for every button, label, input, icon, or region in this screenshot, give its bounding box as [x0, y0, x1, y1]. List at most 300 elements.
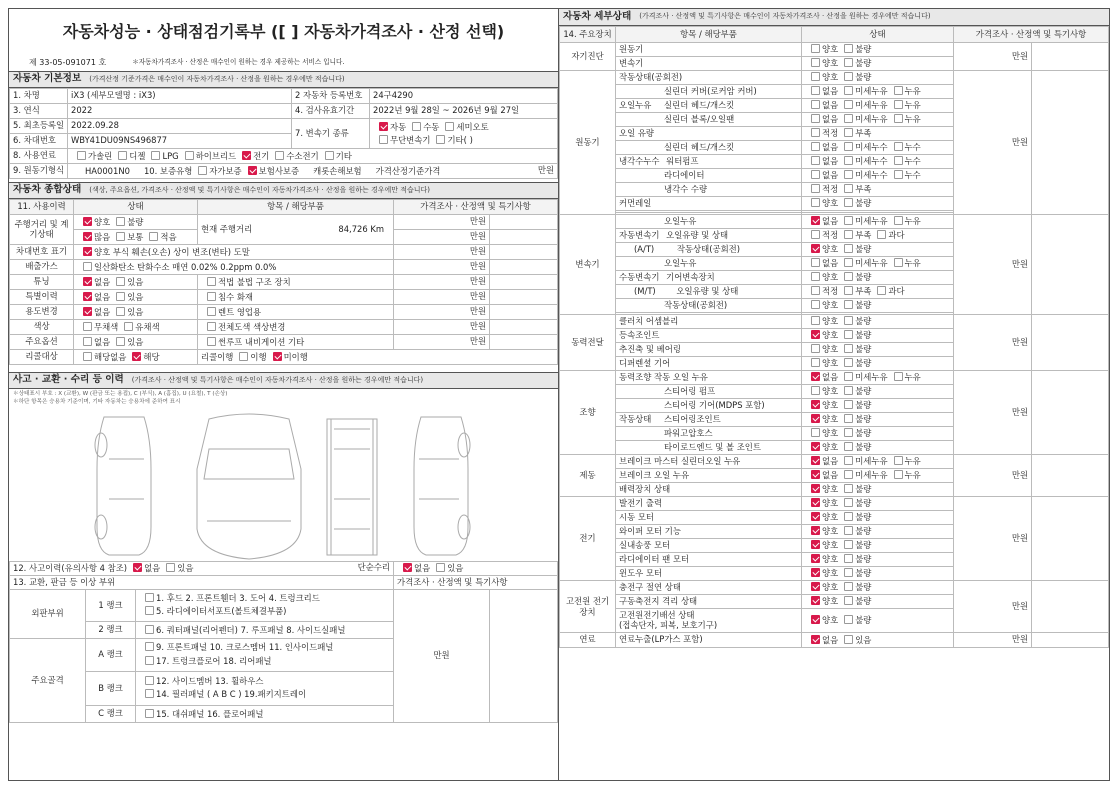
checkbox[interactable]	[436, 135, 445, 144]
checkbox[interactable]	[844, 484, 853, 493]
rank2-parts	[136, 621, 394, 638]
accident-history	[10, 561, 394, 575]
checkbox[interactable]	[844, 442, 853, 451]
detail-table	[559, 26, 1109, 648]
checkbox[interactable]	[844, 554, 853, 563]
col-header: 가격조사 · 산정액 및 특기사항	[394, 200, 558, 215]
parts	[198, 320, 394, 335]
detail-cell: 변속기	[616, 57, 802, 71]
detail-cell: 파워고압호스	[616, 427, 802, 441]
checkbox[interactable]	[894, 100, 903, 109]
checkbox[interactable]	[151, 151, 160, 160]
checkbox[interactable]	[207, 292, 216, 301]
won-unit: 만원	[394, 589, 490, 722]
simple-repair	[394, 561, 558, 575]
opt: 있음	[127, 291, 144, 302]
label-row: 튜닝	[10, 275, 74, 290]
checkbox[interactable]	[811, 128, 820, 137]
parts: 1. 후드 2. 프론트휀더 3. 도어 4. 트렁크리드	[156, 592, 320, 603]
checkbox[interactable]	[83, 247, 92, 256]
checkbox[interactable]	[811, 156, 820, 165]
checkbox[interactable]	[116, 217, 125, 226]
checkbox[interactable]	[844, 568, 853, 577]
detail-cell: 없음 미세누유 누유	[802, 215, 954, 229]
checkbox[interactable]	[811, 58, 820, 67]
checkbox[interactable]	[811, 400, 820, 409]
checkbox[interactable]	[811, 540, 820, 549]
checkbox[interactable]	[83, 337, 92, 346]
detail-cell: 양호 불량	[802, 357, 954, 371]
checkbox[interactable]	[844, 184, 853, 193]
checkbox[interactable]	[207, 307, 216, 316]
checkbox[interactable]	[894, 470, 903, 479]
opt: 디젤	[129, 150, 146, 161]
checkbox[interactable]	[844, 100, 853, 109]
checkbox[interactable]	[844, 86, 853, 95]
checkbox[interactable]	[811, 615, 820, 624]
won-unit: 만원	[537, 164, 554, 175]
detail-cell: 적정 부족	[802, 127, 954, 141]
status	[74, 290, 198, 305]
checkbox[interactable]	[83, 262, 92, 271]
recall-status	[74, 350, 198, 365]
checkbox[interactable]	[811, 300, 820, 309]
checkbox[interactable]	[811, 198, 820, 207]
opt-text: 전체도색 색상변경	[218, 321, 286, 332]
checkbox[interactable]	[811, 170, 820, 179]
checkbox[interactable]	[811, 554, 820, 563]
detail-cell: 자기진단	[560, 43, 616, 71]
detail-cell: 배력장치 상태	[616, 483, 802, 497]
detail-heading-text: 자동차 세부상태	[563, 10, 632, 22]
detail-cell: 만원	[954, 43, 1032, 71]
basic-info-table	[9, 88, 558, 179]
detail-cell: 없음 미세누유 누유	[802, 455, 954, 469]
checkbox[interactable]	[811, 100, 820, 109]
label-mileage: 주행거리 및 계기상태	[10, 215, 74, 245]
rankc-parts	[136, 705, 394, 722]
detail-cell: 양호 불량	[802, 553, 954, 567]
checkbox[interactable]	[198, 166, 207, 175]
checkbox[interactable]	[811, 230, 820, 239]
checkbox[interactable]	[844, 156, 853, 165]
checkbox[interactable]	[116, 337, 125, 346]
detail-cell: 동력조향 작동 오일 누유	[616, 371, 802, 385]
checkbox[interactable]	[877, 286, 886, 295]
checkbox[interactable]	[83, 292, 92, 301]
detail-cell: 없음 미세누유 누유	[802, 469, 954, 483]
opt-text: 렌트 영업용	[218, 306, 262, 317]
checkbox[interactable]	[844, 244, 853, 253]
rank: 2 랭크	[86, 621, 136, 638]
detail-cell: 작동상태 스티어링조인트	[616, 413, 802, 427]
checkbox[interactable]	[811, 386, 820, 395]
detail-cell: 양호 불량	[802, 71, 954, 85]
won-unit: 만원	[394, 320, 490, 335]
checkbox[interactable]	[894, 156, 903, 165]
detail-cell: 냉각수 수량	[616, 183, 802, 197]
checkbox[interactable]	[844, 300, 853, 309]
checkbox[interactable]	[844, 198, 853, 207]
detail-cell: 실린더 커버(로커암 커버)	[616, 85, 802, 99]
checkbox[interactable]	[811, 372, 820, 381]
first-reg: 2022.09.28	[68, 119, 292, 134]
checkbox[interactable]	[894, 142, 903, 151]
checkbox[interactable]	[145, 709, 154, 718]
detail-heading	[559, 9, 1109, 26]
detail-cell: 실린더 블록/오일팬	[616, 113, 802, 127]
label-exch-price: 가격조사 · 산정액 및 특기사항	[394, 575, 558, 589]
detail-cell: 수동변속기 기어변속장치	[616, 271, 802, 285]
label-vin: 6. 차대번호	[10, 134, 68, 149]
checkbox[interactable]	[811, 568, 820, 577]
detail-cell: 없음 미세누유 누유	[802, 99, 954, 113]
summary-heading-text: 자동차 종합상태	[13, 184, 82, 196]
checkbox[interactable]	[207, 337, 216, 346]
opt: 해당	[143, 351, 160, 362]
checkbox[interactable]	[116, 292, 125, 301]
checkbox[interactable]	[877, 230, 886, 239]
checkbox[interactable]	[811, 344, 820, 353]
checkbox[interactable]	[207, 322, 216, 331]
label-recall-exec: 리콜이행	[201, 351, 234, 362]
checkbox[interactable]	[239, 352, 248, 361]
rank: 1 랭크	[86, 589, 136, 621]
won-unit: 만원	[394, 335, 490, 350]
checkbox[interactable]	[894, 372, 903, 381]
checkbox[interactable]	[132, 352, 141, 361]
summary-heading	[9, 182, 558, 199]
opt: 없음	[94, 291, 111, 302]
detail-cell: 양호 불량	[802, 609, 954, 633]
opt: 자동	[390, 121, 407, 132]
parts	[198, 275, 394, 290]
label-insp: 4. 검사유효기간	[292, 104, 370, 119]
detail-cell	[1032, 371, 1109, 455]
checkbox[interactable]	[145, 642, 154, 651]
rank: C 랭크	[86, 705, 136, 722]
checkbox[interactable]	[844, 582, 853, 591]
opt: 없음	[414, 563, 431, 574]
checkbox[interactable]	[894, 170, 903, 179]
detail-cell: 양호 불량	[802, 413, 954, 427]
checkbox[interactable]	[844, 470, 853, 479]
checkbox[interactable]	[83, 277, 92, 286]
fuel-options	[68, 149, 558, 164]
detail-cell	[1032, 71, 1109, 215]
parts: 12. 사이드멤버 13. 휠하우스	[156, 675, 264, 686]
checkbox[interactable]	[844, 386, 853, 395]
checkbox[interactable]	[844, 114, 853, 123]
checkbox[interactable]	[133, 563, 142, 572]
detail-cell: 작동상태(공회전)	[616, 71, 802, 85]
checkbox[interactable]	[166, 563, 175, 572]
checkbox[interactable]	[844, 540, 853, 549]
checkbox[interactable]	[811, 484, 820, 493]
label-outer: 외판부위	[10, 589, 86, 638]
checkbox[interactable]	[412, 122, 421, 131]
checkbox[interactable]	[445, 122, 454, 131]
detail-cell: 양호 불량	[802, 271, 954, 285]
checkbox[interactable]	[844, 498, 853, 507]
checkbox[interactable]	[83, 307, 92, 316]
parts	[198, 290, 394, 305]
checkbox[interactable]	[844, 330, 853, 339]
insp-period: 2022년 9월 28일 ~ 2026년 9월 27일	[370, 104, 558, 119]
year: 2022	[68, 104, 292, 119]
checkbox[interactable]	[811, 330, 820, 339]
checkbox[interactable]	[325, 151, 334, 160]
detail-cell: 연료	[560, 633, 616, 648]
detail-cell: 조향	[560, 371, 616, 455]
status	[74, 275, 198, 290]
right-page	[559, 9, 1109, 780]
label-car-name: 1. 차명	[10, 89, 68, 104]
rank: B 랭크	[86, 671, 136, 705]
checkbox[interactable]	[379, 122, 388, 131]
detail-cell	[1032, 455, 1109, 497]
checkbox[interactable]	[77, 151, 86, 160]
checkbox[interactable]	[844, 358, 853, 367]
checkbox[interactable]	[844, 512, 853, 521]
detail-heading-note: (가격조사 · 산정액 및 특기사항은 매수인이 자동차가격조사 · 산정을 원하는 경우에만 적습니다)	[639, 12, 931, 21]
detail-cell: (A/T) 작동상태(공회전)	[616, 243, 802, 257]
checkbox[interactable]	[145, 625, 154, 634]
detail-cell: 적정 부족 과다	[802, 285, 954, 299]
checkbox[interactable]	[124, 322, 133, 331]
checkbox[interactable]	[145, 676, 154, 685]
checkbox[interactable]	[116, 277, 125, 286]
checkbox[interactable]	[811, 86, 820, 95]
checkbox[interactable]	[811, 286, 820, 295]
checkbox[interactable]	[145, 606, 154, 615]
detail-cell: 없음 미세누수 누수	[802, 141, 954, 155]
detail-cell: 와이퍼 모터 기능	[616, 525, 802, 539]
checkbox[interactable]	[844, 258, 853, 267]
detail-cell: 라디에이터 팬 모터	[616, 553, 802, 567]
checkbox[interactable]	[83, 352, 92, 361]
col-header: 항목 / 해당부품	[198, 200, 394, 215]
checkbox[interactable]	[894, 114, 903, 123]
opt: 양호	[94, 216, 111, 227]
checkbox[interactable]	[149, 232, 158, 241]
opt: 세미오토	[456, 121, 489, 132]
detail-cell: 제동	[560, 455, 616, 497]
checkbox[interactable]	[811, 596, 820, 605]
detail-cell: 추진축 및 베어링	[616, 343, 802, 357]
detail-cell: 라디에이터	[616, 169, 802, 183]
detail-cell: 변속기	[560, 215, 616, 315]
checkbox[interactable]	[811, 272, 820, 281]
parts: 17. 트렁크플로어 18. 리어패널	[156, 655, 272, 666]
checkbox[interactable]	[118, 151, 127, 160]
won-unit: 만원	[394, 215, 490, 230]
checkbox[interactable]	[844, 44, 853, 53]
detail-cell: 양호 불량	[802, 329, 954, 343]
checkbox[interactable]	[894, 216, 903, 225]
checkbox[interactable]	[83, 217, 92, 226]
detail-cell: 양호 불량	[802, 581, 954, 595]
opt: 자가보증	[209, 165, 242, 176]
checkbox[interactable]	[811, 498, 820, 507]
rank1-parts	[136, 589, 394, 621]
opt: 보통	[127, 231, 144, 242]
checkbox[interactable]	[811, 216, 820, 225]
checkbox[interactable]	[811, 512, 820, 521]
detail-cell: 만원	[954, 581, 1032, 633]
detail-cell	[1032, 497, 1109, 581]
checkbox[interactable]	[811, 635, 820, 644]
detail-cell: 오일누유	[616, 215, 802, 229]
checkbox[interactable]	[811, 456, 820, 465]
detail-cell	[1032, 315, 1109, 371]
opt: 없음	[94, 336, 111, 347]
detail-cell: 양호 불량	[802, 299, 954, 313]
checkbox[interactable]	[844, 272, 853, 281]
detail-cell: 양호 불량	[802, 497, 954, 511]
checkbox[interactable]	[185, 151, 194, 160]
detail-cell: 오일 유량	[616, 127, 802, 141]
opt: 유채색	[135, 321, 160, 332]
checkbox[interactable]	[145, 593, 154, 602]
checkbox[interactable]	[145, 689, 154, 698]
checkbox[interactable]	[403, 563, 412, 572]
detail-cell: 양호 불량	[802, 483, 954, 497]
opt: 있음	[177, 563, 194, 574]
opt: 보험사보증	[258, 165, 300, 176]
opt: 없음	[94, 276, 111, 287]
checkbox[interactable]	[894, 456, 903, 465]
ranka-parts	[136, 638, 394, 671]
checkbox[interactable]	[811, 72, 820, 81]
recall-exec	[198, 350, 558, 365]
detail-cell	[1032, 633, 1109, 648]
col-header: 상태	[802, 27, 954, 43]
form-title: 자동차성능 · 상태점검기록부 ([ ] 자동차가격조사 · 산정 선택)	[62, 22, 505, 42]
checkbox[interactable]	[844, 142, 853, 151]
basic-info-heading	[9, 71, 558, 88]
checkbox[interactable]	[894, 86, 903, 95]
checkbox[interactable]	[379, 135, 388, 144]
checkbox[interactable]	[145, 656, 154, 665]
detail-cell: 연료누출(LP가스 포함)	[616, 633, 802, 648]
label-recall: 리콜대상	[10, 350, 74, 365]
checkbox[interactable]	[811, 428, 820, 437]
checkbox[interactable]	[844, 72, 853, 81]
checkbox[interactable]	[894, 258, 903, 267]
checkbox[interactable]	[811, 316, 820, 325]
status	[74, 320, 198, 335]
detail-cell: 등속조인트	[616, 329, 802, 343]
detail-cell: 양호 불량	[802, 243, 954, 257]
checkbox[interactable]	[275, 151, 284, 160]
mileage-status-1	[74, 215, 198, 230]
checkbox[interactable]	[207, 277, 216, 286]
checkbox[interactable]	[844, 400, 853, 409]
checkbox[interactable]	[436, 563, 445, 572]
checkbox[interactable]	[811, 526, 820, 535]
opt: 많음	[94, 231, 111, 242]
checkbox[interactable]	[844, 635, 853, 644]
detail-cell: 커먼레일	[616, 197, 802, 211]
label-vin-mark: 차대번호 표기	[10, 245, 74, 260]
checkbox[interactable]	[811, 414, 820, 423]
opt: LPG	[162, 150, 179, 161]
checkbox[interactable]	[248, 166, 257, 175]
checkbox[interactable]	[844, 456, 853, 465]
detail-cell: 양호 불량	[802, 539, 954, 553]
checkbox[interactable]	[811, 44, 820, 53]
detail-cell: 양호 불량	[802, 43, 954, 57]
checkbox[interactable]	[844, 372, 853, 381]
opt: 불량	[127, 216, 144, 227]
checkbox[interactable]	[844, 615, 853, 624]
opt: 없음	[94, 306, 111, 317]
checkbox[interactable]	[844, 58, 853, 67]
checkbox[interactable]	[273, 352, 282, 361]
parts	[198, 305, 394, 320]
checkbox[interactable]	[811, 142, 820, 151]
checkbox[interactable]	[844, 414, 853, 423]
checkbox[interactable]	[811, 470, 820, 479]
checkbox[interactable]	[844, 216, 853, 225]
detail-cell: 윈도우 모터	[616, 567, 802, 581]
checkbox[interactable]	[116, 307, 125, 316]
checkbox[interactable]	[811, 114, 820, 123]
checkbox[interactable]	[844, 526, 853, 535]
checkbox[interactable]	[844, 428, 853, 437]
detail-cell: 양호 불량	[802, 385, 954, 399]
detail-cell: 없음 미세누유 누유	[802, 113, 954, 127]
mileage-status-2	[74, 230, 198, 245]
checkbox[interactable]	[844, 170, 853, 179]
checkbox[interactable]	[83, 232, 92, 241]
checkbox[interactable]	[811, 442, 820, 451]
checkbox[interactable]	[844, 344, 853, 353]
label-trans: 7. 변속기 종류	[292, 119, 370, 149]
checkbox[interactable]	[844, 596, 853, 605]
checkbox[interactable]	[242, 151, 251, 160]
checkbox[interactable]	[844, 230, 853, 239]
opt: 전기	[253, 150, 270, 161]
won-unit: 만원	[394, 305, 490, 320]
checkbox[interactable]	[811, 358, 820, 367]
checkbox[interactable]	[83, 322, 92, 331]
detail-cell: 스티어링 펌프	[616, 385, 802, 399]
checkbox[interactable]	[844, 128, 853, 137]
won-unit: 만원	[394, 290, 490, 305]
label-first-reg: 5. 최초등록일	[10, 119, 68, 134]
checkbox[interactable]	[811, 258, 820, 267]
opt-text: 침수 화재	[218, 291, 254, 302]
opt: 하이브리드	[195, 150, 237, 161]
detail-cell: 만원	[954, 497, 1032, 581]
detail-cell: 적정 부족 과다	[802, 229, 954, 243]
checkbox[interactable]	[811, 244, 820, 253]
checkbox[interactable]	[811, 184, 820, 193]
checkbox[interactable]	[811, 582, 820, 591]
label-reg: 2 자동차 등록번호	[292, 89, 370, 104]
detail-cell: 양호 불량	[802, 57, 954, 71]
checkbox[interactable]	[844, 286, 853, 295]
label-row: 주요옵션	[10, 335, 74, 350]
checkbox[interactable]	[116, 232, 125, 241]
detail-cell: 만원	[954, 633, 1032, 648]
col-header: 항목 / 해당부품	[616, 27, 802, 43]
checkbox[interactable]	[844, 316, 853, 325]
opt: 이행	[250, 351, 267, 362]
motor-type: HA0001N0	[85, 165, 130, 176]
